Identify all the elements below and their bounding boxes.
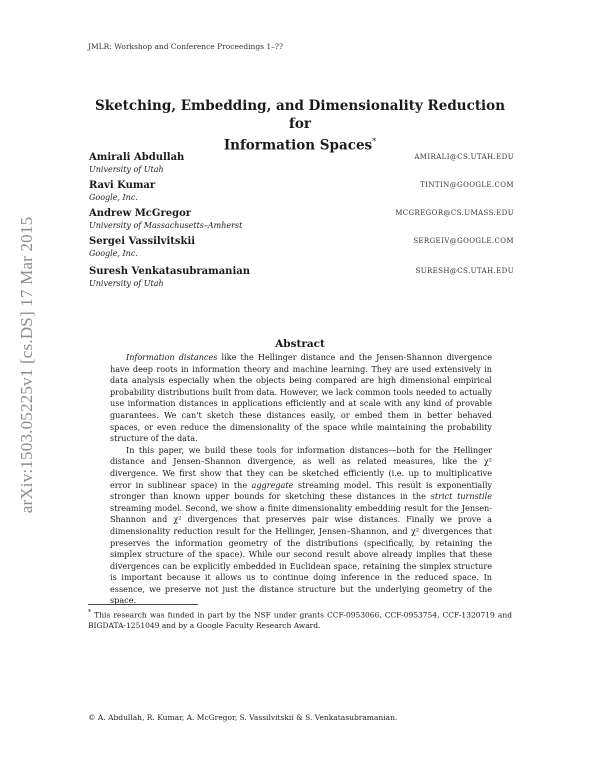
author-block — [89, 180, 514, 204]
abstract-paragraph: Information distances like the Hellinger distance and the Jensen-Shannon divergence have deep roots in information theory and machine learning. They are used extensively in data analysis especially when the objects being compared are high dimensional empirical probability distributions built from data. However, we lack common tools needed to actually use information distances in applications efficiently and at scale with any kind of provable guarantees. We can't sketch these distances easily, or embed them in better behaved spaces, or even reduce the dimensionality of the space while maintaining the probability structure of the data. — [110, 352, 492, 444]
author-name: Ravi Kumar — [89, 180, 156, 191]
author-block — [89, 208, 514, 232]
author-name: Suresh Venkatasubramanian — [89, 266, 251, 277]
journal-header: JMLR: Workshop and Conference Proceedings 1–?? — [88, 42, 283, 51]
author-affiliation: Google, Inc. — [89, 193, 138, 202]
abstract-heading: Abstract — [275, 338, 325, 350]
author-affiliation: Google, Inc. — [89, 249, 138, 258]
author-affiliation: University of Utah — [89, 279, 164, 288]
author-name: Amirali Abdullah — [89, 152, 185, 163]
author-email[interactable]: SURESH@CS.UTAH.EDU — [415, 267, 514, 275]
author-affiliation: University of Utah — [89, 165, 164, 174]
author-block — [89, 266, 514, 290]
footnote-text: This research was funded in part by the NSF under grants CCF-0953066, CCF-0953754, CCF-1320719 and BIGDATA-1251049 and by a Google Faculty Research Award. — [88, 610, 512, 630]
author-email[interactable]: SERGEIV@GOOGLE.COM — [413, 237, 514, 245]
footnote-mark: * — [88, 609, 92, 616]
paper-title — [88, 97, 512, 155]
copyright-line: © A. Abdullah, R. Kumar, A. McGregor, S. Vassilvitskii & S. Venkatasubramanian. — [88, 713, 398, 722]
author-name: Sergei Vassilvitskii — [89, 236, 196, 247]
author-block — [89, 236, 514, 260]
author-name: Andrew McGregor — [89, 208, 192, 219]
arxiv-stamp — [12, 185, 42, 545]
title-line-1: Sketching, Embedding, and Dimensionality Reduction for — [94, 98, 506, 132]
abstract-body — [110, 352, 492, 607]
footnote-divider — [88, 604, 198, 605]
author-email[interactable]: MCGREGOR@CS.UMASS.EDU — [395, 209, 514, 217]
author-block — [89, 152, 514, 176]
author-email[interactable]: AMIRALI@CS.UTAH.EDU — [414, 153, 514, 161]
arxiv-id-text: arXiv:1503.05225v1 [cs.DS] 17 Mar 2015 — [17, 216, 36, 514]
abstract-paragraph: In this paper, we build these tools for information distances—both for the Hellinger distance and Jensen–Shannon divergence, as well as related measures, like the χ² divergence. We first show that they can be sketched efficiently (i.e. up to multiplicative error in sublinear space) in the aggregate streaming model. This result is exponentially stronger than known upper bounds for sketching these distances in the strict turnstile streaming model. Second, we show a finite dimensionality embedding result for the Jensen-Shannon and χ² divergences that preserves pair wise distances. Finally we prove a dimensionality reduction result for the Hellinger, Jensen–Shannon, and χ² divergences that preserves the information geometry of the distributions (specifically, by retaining the simplex structure of the space). While our second result above already implies that these divergences can be explicitly embedded in Euclidean space, retaining the simplex structure is important because it allows us to continue doing inference in the reduced space. In essence, we preserve not just the distance structure but the underlying geometry of the space. — [110, 444, 492, 606]
footnote — [88, 608, 512, 632]
author-affiliation: University of Massachusetts–Amherst — [89, 221, 243, 230]
title-line-2: Information Spaces* — [223, 137, 377, 154]
author-email[interactable]: TINTIN@GOOGLE.COM — [420, 181, 514, 189]
title-footnote-mark: * — [372, 137, 377, 146]
